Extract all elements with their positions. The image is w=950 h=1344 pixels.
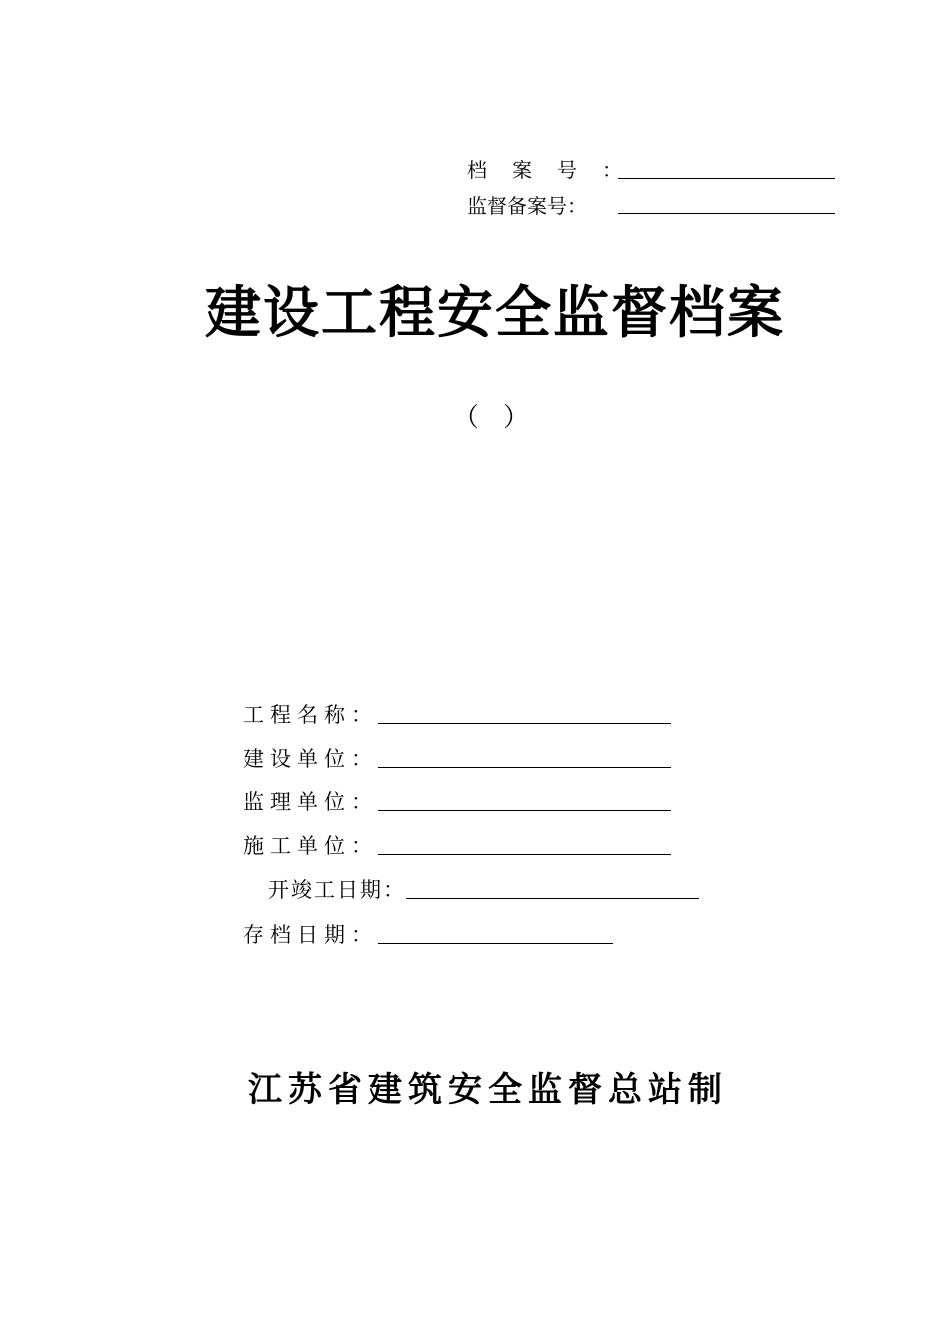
archive-no-label: 档案号： (467, 158, 622, 182)
construction-unit-label: 建设单位： (243, 747, 378, 771)
archive-date-field (243, 917, 613, 949)
supervision-unit-field (243, 784, 671, 816)
project-name-line[interactable] (378, 723, 671, 724)
start-completion-date-field (268, 872, 699, 904)
supervision-unit-label: 监理单位： (243, 790, 378, 814)
contractor-field (243, 828, 671, 860)
supervision-record-no-field (467, 188, 587, 218)
supervision-unit-line[interactable] (378, 810, 671, 811)
construction-unit-field (243, 741, 671, 773)
issuer: 江苏省建筑安全监督总站制 (248, 1070, 728, 1110)
volume-parentheses: （ ） (452, 403, 538, 433)
archive-date-label: 存档日期： (243, 923, 378, 947)
supervision-record-no-line[interactable] (618, 213, 835, 214)
contractor-label: 施工单位： (243, 834, 378, 858)
page-title: 建设工程安全监督档案 (205, 280, 785, 346)
supervision-record-no-label: 监督备案号： (467, 194, 587, 218)
start-completion-date-label: 开竣工日期： (268, 878, 406, 902)
contractor-line[interactable] (378, 854, 671, 855)
start-completion-date-line[interactable] (406, 898, 699, 899)
archive-date-line[interactable] (378, 943, 613, 944)
archive-no-field (467, 152, 622, 182)
archive-no-line[interactable] (618, 178, 835, 179)
project-name-field (243, 697, 671, 729)
project-name-label: 工程名称： (243, 703, 378, 727)
construction-unit-line[interactable] (378, 767, 671, 768)
